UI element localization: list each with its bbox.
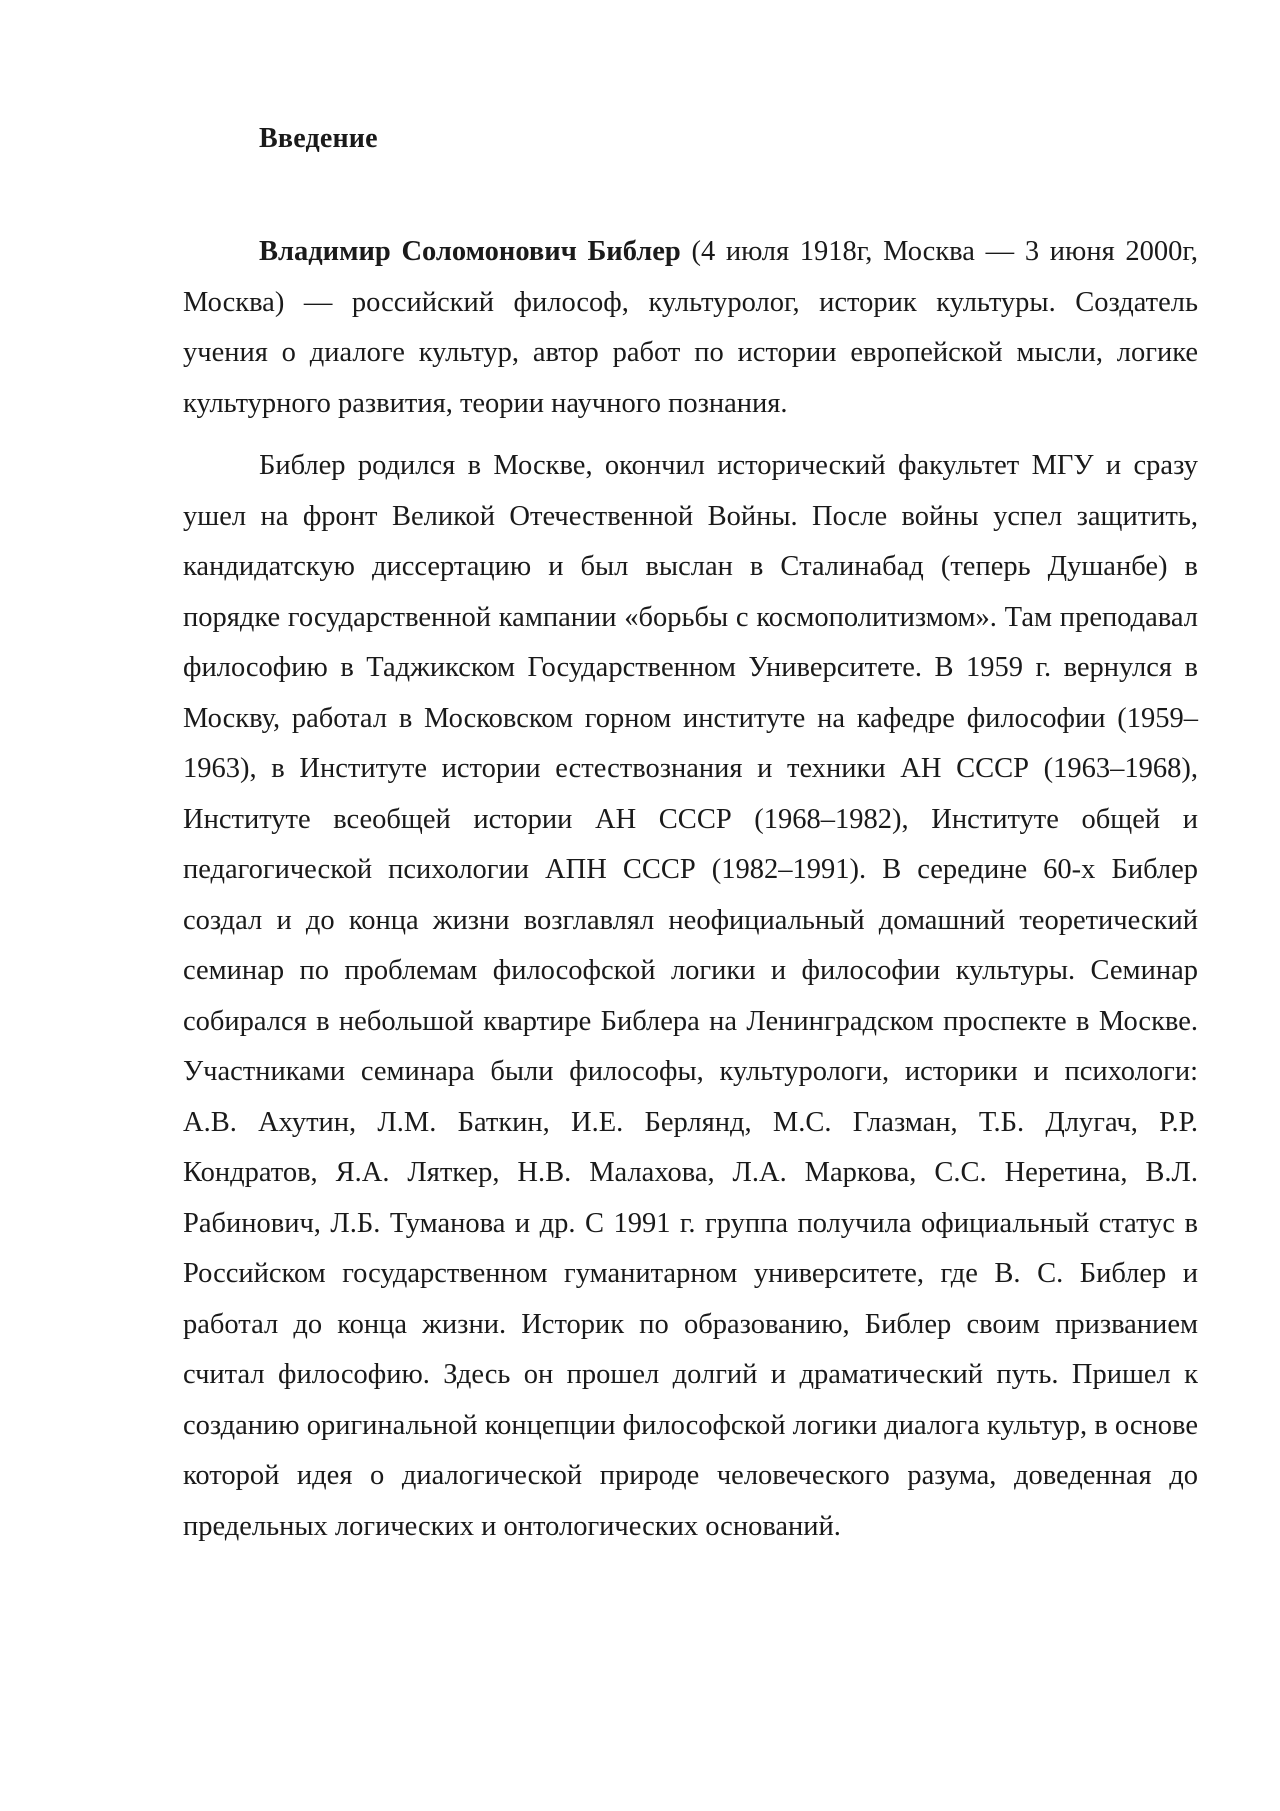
- document-body: [183, 227, 1198, 1552]
- section-heading: Введение: [259, 123, 378, 154]
- intro-text: (4 июля 1918г, Москва — 3 июня 2000г, Москва) — российский философ, культуролог, историк культуры. Создатель учения о диалоге культур, автор работ по истории европейской мысли, логике культурного развития, теории научного познания.: [183, 236, 1198, 419]
- person-name: Владимир Соломонович Библер: [259, 236, 681, 267]
- paragraph-intro: [183, 227, 1198, 429]
- paragraph-biography: Библер родился в Москве, окончил исторический факультет МГУ и сразу ушел на фронт Великой Отечественной Войны. После войны успел защитить, кандидатскую диссертацию и был выслан в Сталинабад (теперь Душанбе) в порядке государственной кампании «борьбы с космополитизмом». Там преподавал философию в Таджикском Государственном Университете. В 1959 г. вернулся в Москву, работал в Московском горном институте на кафедре философии (1959–1963), в Институте истории естествознания и техники АН СССР (1963–1968), Институте всеобщей истории АН СССР (1968–1982), Институте общей и педагогической психологии АПН СССР (1982–1991). В середине 60-х Библер создал и до конца жизни возглавлял неофициальный домашний теоретический семинар по проблемам философской логики и философии культуры. Семинар собирался в небольшой квартире Библера на Ленинградском проспекте в Москве. Участниками семинара были философы, культурологи, историки и психологи: А.В. Ахутин, Л.М. Баткин, И.Е. Берлянд, М.С. Глазман, Т.Б. Длугач, Р.Р. Кондратов, Я.А. Ляткер, Н.В. Малахова, Л.А. Маркова, С.С. Неретина, В.Л. Рабинович, Л.Б. Туманова и др. С 1991 г. группа получила официальный статус в Российском государственном гуманитарном университете, где В. С. Библер и работал до конца жизни. Историк по образованию, Библер своим призванием считал философию. Здесь он прошел долгий и драматический путь. Пришел к созданию оригинальной концепции философской логики диалога культур, в основе которой идея о диалогической природе человеческого разума, доведенная до предельных логических и онтологических оснований.: [183, 450, 1198, 1542]
